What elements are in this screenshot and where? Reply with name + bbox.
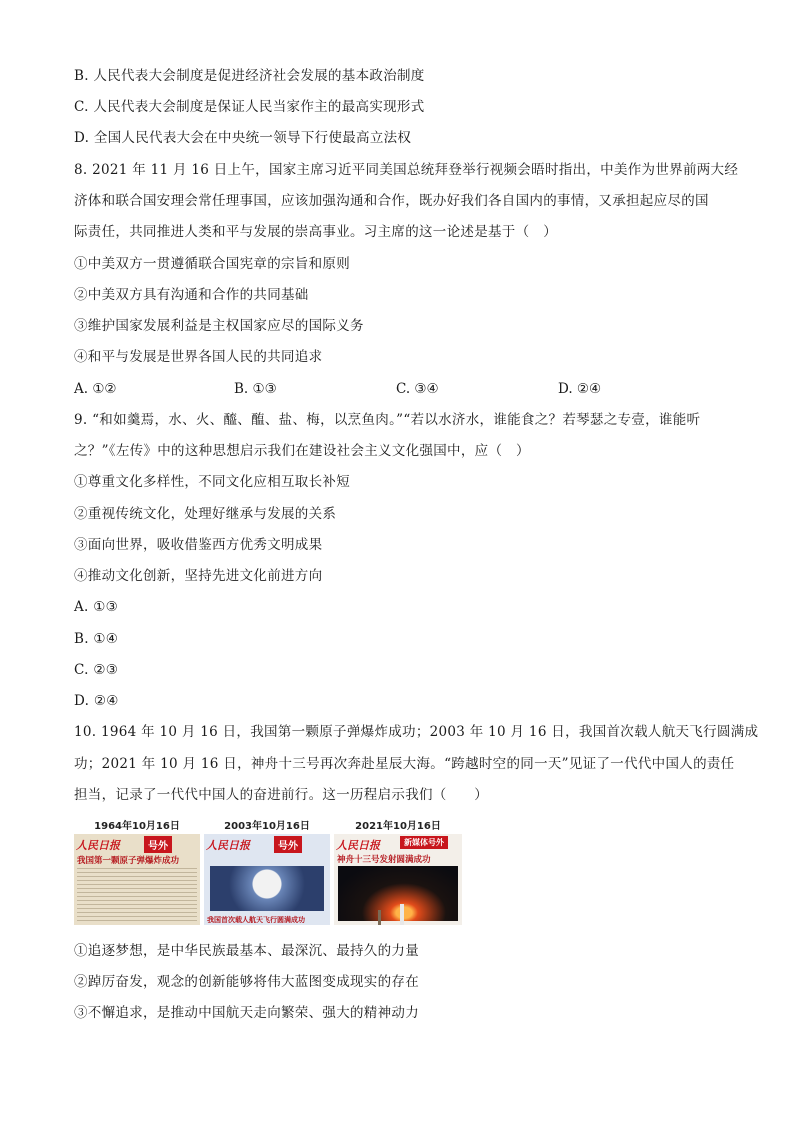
q8-option-b: B. ①③ <box>234 381 277 397</box>
q10-stem-line-2: 功；2021 年 10 月 16 日，神舟十三号再次奔赴星辰大海。“跨越时空的同一天”见证了一代代中国人的责任 <box>74 756 735 772</box>
q9-item-4: ④推动文化创新，坚持先进文化前进方向 <box>74 568 323 584</box>
q10-stem-line-3: 担当，记录了一代代中国人的奋进前行。这一历程启示我们（ ） <box>74 787 488 803</box>
newspaper-headline: 我国第一颗原子弹爆炸成功 <box>77 856 180 866</box>
newspaper-2003 <box>204 820 330 925</box>
newspaper-2021 <box>334 820 462 925</box>
q9-option-c: C. ②③ <box>74 662 119 678</box>
q9-item-2: ②重视传统文化，处理好继承与发展的关系 <box>74 506 337 522</box>
q10-item-1: ①追逐梦想，是中华民族最基本、最深沉、最持久的力量 <box>74 943 419 959</box>
masthead: 人民日报 <box>76 839 120 852</box>
q10-item-3: ③不懈追求，是推动中国航天走向繁荣、强大的精神动力 <box>74 1005 419 1021</box>
rocket-launch-photo <box>338 866 458 921</box>
q8-item-4: ④和平与发展是世界各国人民的共同追求 <box>74 349 323 365</box>
newspaper-date: 2003年10月16日 <box>224 821 310 832</box>
q9-stem-line-1: 9. “和如羹焉，水、火、醯、醢、盐、梅，以烹鱼肉。”“若以水济水，谁能食之？若琴瑟之专壹，谁能听 <box>74 412 701 428</box>
q9-stem-line-2: 之？”《左传》中的这种思想启示我们在建设社会主义文化强国中，应（ ） <box>74 443 530 459</box>
launch-tower <box>378 910 381 925</box>
newspaper-sheet <box>334 834 462 925</box>
newspaper-1964 <box>74 820 200 925</box>
astronaut-photo <box>210 866 324 911</box>
newspaper-headline: 我国首次载人航天飞行圆满成功 <box>207 916 305 923</box>
newspaper-date: 1964年10月16日 <box>94 821 180 832</box>
q10-item-2: ②踔厉奋发，观念的创新能够将伟大蓝图变成现实的存在 <box>74 974 419 990</box>
q8-option-d: D. ②④ <box>558 381 602 397</box>
q8-option-a: A. ①② <box>74 381 117 397</box>
q8-stem-line-1: 8. 2021 年 11 月 16 日上午，国家主席习近平同美国总统拜登举行视频会晤时指出，中美作为世界前两大经 <box>74 162 739 178</box>
q8-options <box>74 379 734 399</box>
newspaper-sheet <box>204 834 330 925</box>
extra-badge: 新媒体号外 <box>400 836 448 849</box>
masthead: 人民日报 <box>206 839 250 852</box>
q9-option-a: A. ①③ <box>74 599 119 615</box>
q9-item-3: ③面向世界，吸收借鉴西方优秀文明成果 <box>74 537 323 553</box>
extra-badge: 号外 <box>274 836 302 853</box>
newspaper-date: 2021年10月16日 <box>355 821 441 832</box>
q7-option-d: D. 全国人民代表大会在中央统一领导下行使最高立法权 <box>74 130 412 146</box>
q8-item-3: ③维护国家发展利益是主权国家应尽的国际义务 <box>74 318 364 334</box>
q8-item-2: ②中美双方具有沟通和合作的共同基础 <box>74 287 309 303</box>
masthead: 人民日报 <box>336 839 380 852</box>
q8-item-1: ①中美双方一贯遵循联合国宪章的宗旨和原则 <box>74 256 350 272</box>
q7-option-b: B. 人民代表大会制度是促进经济社会发展的基本政治制度 <box>74 68 425 84</box>
q7-option-c: C. 人民代表大会制度是保证人民当家作主的最高实现形式 <box>74 99 425 115</box>
q9-option-d: D. ②④ <box>74 693 119 709</box>
q10-stem-line-1: 10. 1964 年 10 月 16 日，我国第一颗原子弹爆炸成功；2003 年 10 月 16 日，我国首次载人航天飞行圆满成 <box>74 724 759 740</box>
q9-item-1: ①尊重文化多样性，不同文化应相互取长补短 <box>74 474 350 490</box>
q8-stem-line-2: 济体和联合国安理会常任理事国，应该加强沟通和合作，既办好我们各自国内的事情，又承担起应尽的国 <box>74 193 709 209</box>
newsprint-text <box>77 868 197 921</box>
newspaper-images <box>74 820 464 925</box>
rocket-icon <box>400 904 404 925</box>
q8-option-c: C. ③④ <box>396 381 439 397</box>
extra-badge: 号外 <box>144 836 172 853</box>
q9-option-b: B. ①④ <box>74 631 119 647</box>
newspaper-headline: 神舟十三号发射圆满成功 <box>337 855 431 865</box>
q8-stem-line-3: 际责任，共同推进人类和平与发展的崇高事业。习主席的这一论述是基于（ ） <box>74 224 557 240</box>
newspaper-sheet <box>74 834 200 925</box>
